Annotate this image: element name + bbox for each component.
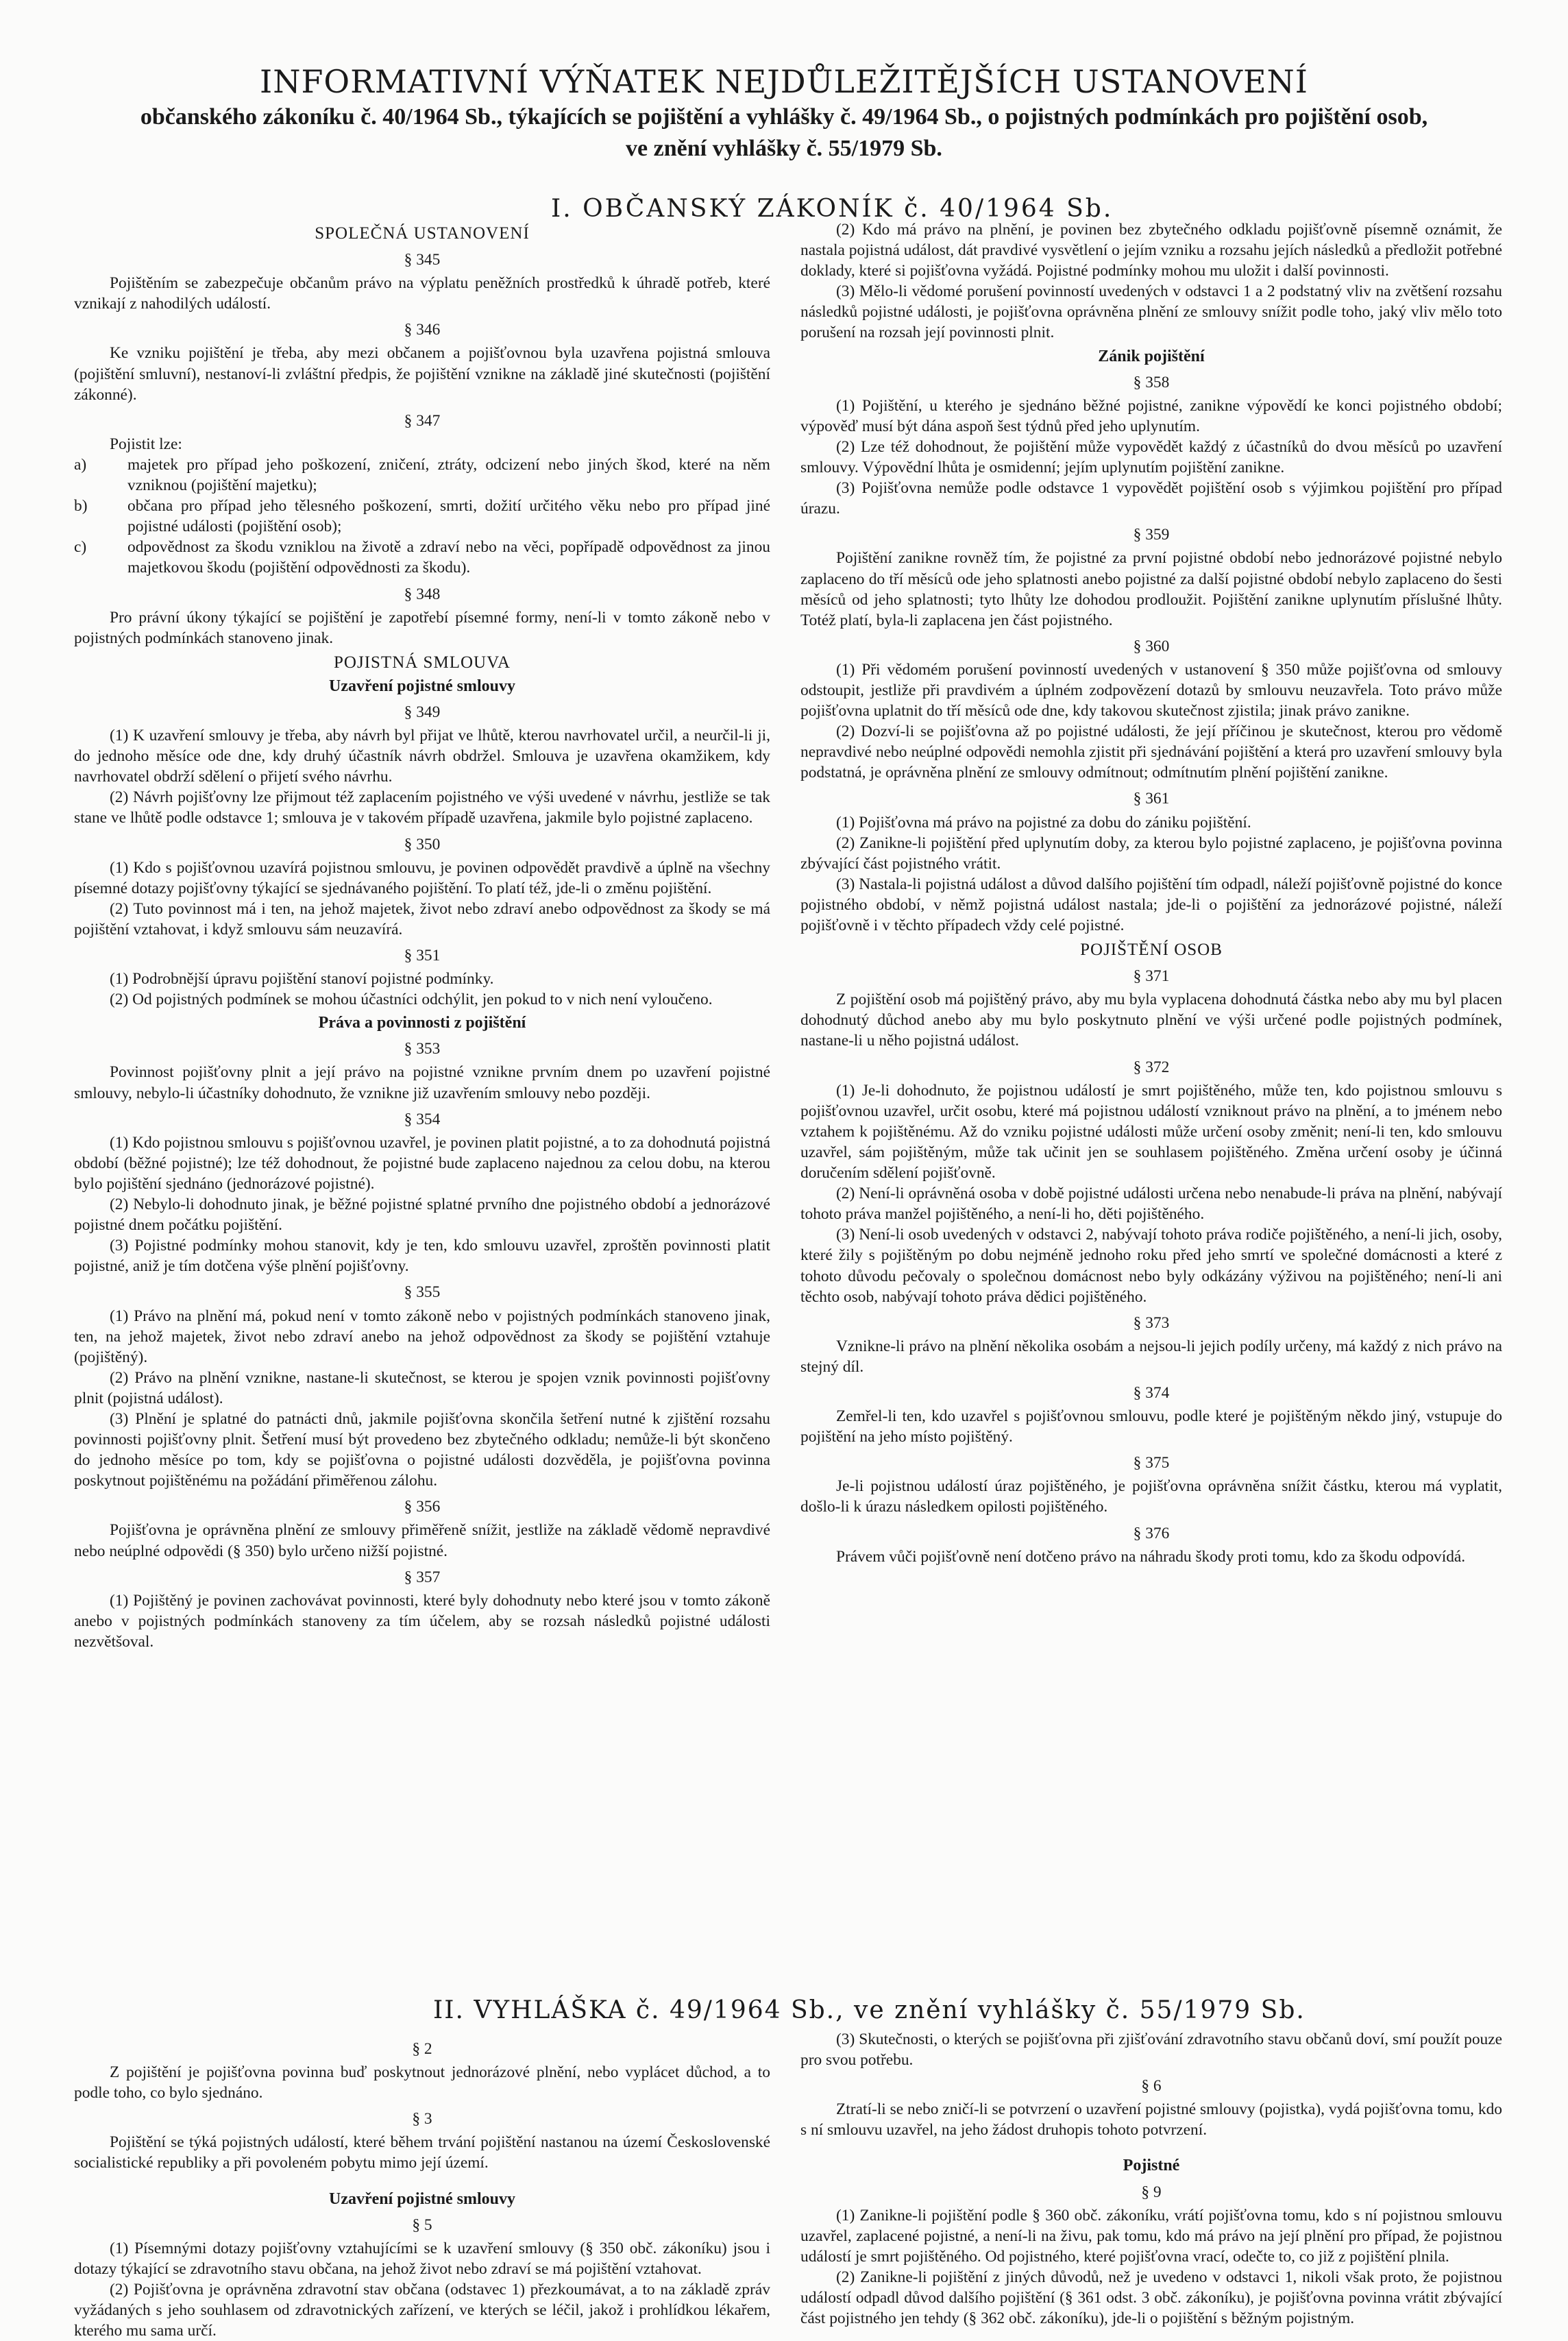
paragraph: (1) Je-li dohodnuto, že pojistnou událostí je smrt pojištěného, může ten, kdo pojistnou smlouvu s pojišťovnou uzavřel, určit osobu, které má pojistnou událostí vzniknout právo na plnění, a to jménem nebo vztahem k pojištěnému. Až do vzniku pojistné události může určení osoby změnit; není-li ten, kdo smlouvu uzavřel, sám pojištěným, může tak učinit jen se souhlasem pojištěného. Změna určení osoby je účinná doručením sdělení pojišťovně. (800, 1081, 1502, 1182)
column-right-part1 (800, 219, 1502, 1567)
paragraph-sign: § 356 (404, 1498, 441, 1516)
paragraph-sign: § 5 (412, 2216, 432, 2234)
column-left-part1 (74, 219, 770, 1652)
paragraph: Pojištěním se zabezpečuje občanům právo na výplatu peněžních prostředků k úhradě potřeb, které vznikají z nahodilých událostí. (74, 274, 770, 313)
paragraph: (1) Pojištěný je povinen zachovávat povinnosti, které byly dohodnuty nebo které jsou v tomto zákoně anebo v pojistných podmínkách stanoveny za tím účelem, aby se rozsah následků pojistné události nezvětšoval. (74, 1591, 770, 1651)
paragraph: Je-li pojistnou událostí úraz pojištěného, je pojišťovna oprávněna snížit částku, kterou má vyplatit, došlo-li k úrazu následkem opilosti pojištěného. (800, 1477, 1502, 1516)
paragraph-sign: § 345 (404, 251, 441, 269)
paragraph: (2) Pojišťovna je oprávněna zdravotní stav občana (odstavec 1) přezkoumávat, a to na základě zpráv vyžádaných s jeho souhlasem od zdravotnických zařízení, ve kterých se léčil, jakož i prohlídkou lékařem, kterého mu sama určí. (74, 2280, 770, 2340)
paragraph-sign: § 349 (404, 703, 441, 721)
paragraph: Pro právní úkony týkající se pojištění je zapotřebí písemné formy, není-li v tomto zákoně nebo v pojistných podmínkách stanoveno jinak. (74, 608, 770, 647)
paragraph: Zemřel-li ten, kdo uzavřel s pojišťovnou smlouvu, podle které je pojištěným někdo jiný, vstupuje do pojištění na jeho místo pojištěný. (800, 1407, 1502, 1446)
document-subtitle-line1: občanského zákoníku č. 40/1964 Sb., týkajících se pojištění a vyhlášky č. 49/1964 Sb., o pojistných podmínkách pro pojištění osob, (140, 104, 1428, 130)
paragraph: (3) Pojišťovna nemůže podle odstavce 1 vypovědět pojištění osob s výjimkou pojištění pro případ úrazu. (800, 479, 1502, 518)
paragraph-sign: § 347 (404, 411, 441, 430)
paragraph-sign: § 355 (404, 1283, 441, 1302)
paragraph-sign: § 350 (404, 835, 441, 853)
paragraph: Pojištění se týká pojistných událostí, které během trvání pojištění nastanou na území Československé socialistické republiky a při povoleném pobytu mimo její území. (74, 2133, 770, 2172)
column-right-part2 (800, 2029, 1502, 2329)
paragraph-sign: § 3 (412, 2110, 432, 2128)
paragraph: Povinnost pojišťovny plnit a její právo na pojistné vznikne prvním dnem po uzavření pojistné smlouvy, nebylo-li účastníky dohodnuto, že vznikne již uzavřením smlouvy nebo později. (74, 1063, 770, 1102)
list-marker: c) (74, 538, 87, 557)
paragraph: (1) Právo na plnění má, pokud není v tomto zákoně nebo v pojistných podmínkách stanoveno jinak, ten, na jehož majetek, život nebo zdraví anebo na jehož odpovědnost za škody se pojištění vztahuje (pojištěný). (74, 1307, 770, 1366)
paragraph: (2) Zanikne-li pojištění před uplynutím doby, za kterou bylo pojistné zaplaceno, je pojišťovna povinna zbývající část pojistného vrátit. (800, 834, 1502, 873)
paragraph-sign: § 354 (404, 1110, 441, 1128)
paragraph-sign: § 361 (1133, 790, 1170, 808)
paragraph: (2) Lze též dohodnout, že pojištění může vypovědět každý z účastníků do dvou měsíců po uzavření smlouvy. Výpovědní lhůta je osmidenní; jejím uplynutím pojištění zanikne. (800, 437, 1502, 477)
paragraph: (3) Nastala-li pojistná událost a důvod dalšího pojištění tím odpadl, náleží pojišťovně pojistné do konce pojistného období, v němž pojistná událost nastala; jde-li o pojištění za jednorázové pojistné, náleží pojišťovně i v těchto případech vždy celé pojistné. (800, 875, 1502, 934)
list-item (74, 537, 770, 578)
section-heading-vyhlaska: II. VYHLÁŠKA č. 49/1964 Sb., ve znění vyhlášky č. 55/1979 Sb. (433, 1996, 1306, 2024)
heading-pojisteni-osob: POJIŠTĚNÍ OSOB (1080, 941, 1223, 960)
list-item (74, 454, 770, 496)
subheading-prava: Práva a povinnosti z pojištění (318, 1014, 526, 1032)
paragraph-sign: § 357 (404, 1568, 441, 1586)
paragraph-sign: § 353 (404, 1040, 441, 1058)
paragraph: (3) Mělo-li vědomé porušení povinností uvedených v odstavci 1 a 2 podstatný vliv na zvětšení rozsahu následků pojistné události, je pojišťovna oprávněna plnění ze smlouvy snížit podle toho, jaký vliv mělo toto porušení na rozsah její povinnosti plnit. (800, 282, 1502, 342)
paragraph: (1) Kdo pojistnou smlouvu s pojišťovnou uzavřel, je povinen platit pojistné, a to za dohodnutá pojistná období (běžné pojistné); lze též dohodnout, že pojistné bude zaplaceno najednou za celou dobu, na kterou bylo pojištění sjednáno (jednorázové pojistné). (74, 1133, 770, 1193)
paragraph: Z pojištění osob má pojištěný právo, aby mu byla vyplacena dohodnutá částka nebo aby mu byl placen dohodnutý důchod anebo aby mu bylo poskytnuto plnění ve výši určené podle pojistných podmínek, nastane-li u něho pojistná událost. (800, 991, 1502, 1050)
paragraph: (2) Dozví-li se pojišťovna až po pojistné události, že její příčinou je skutečnost, kterou pro vědomě nepravdivé nebo neúplné odpovědi nemohla zjistit při sjednávání pojištění a která pro uzavření smlouvy byla podstatná, je oprávněna plnění ze smlouvy odmítnout; odmítnutím plnění pojištění zanikne. (800, 723, 1502, 782)
paragraph: (2) Nebylo-li dohodnuto jinak, je běžné pojistné splatné prvního dne pojistného období a jednorázové pojistné dnem počátku pojištění. (74, 1196, 770, 1235)
list-marker: a) (74, 455, 87, 474)
paragraph: Z pojištění je pojišťovna povinna buď poskytnout jednorázové plnění, nebo vyplácet důchod, a to podle toho, co bylo sjednáno. (74, 2063, 770, 2102)
paragraph-sign: § 351 (404, 947, 441, 965)
paragraph: Vznikne-li právo na plnění několika osobám a nejsou-li jejich podíly určeny, má každý z nich právo na stejný díl. (800, 1337, 1502, 1376)
paragraph-sign: § 374 (1133, 1383, 1170, 1402)
document-title: INFORMATIVNÍ VÝŇATEK NEJDŮLEŽITĚJŠÍCH USTANOVENÍ (260, 63, 1308, 100)
column-left-part2 (74, 2033, 770, 2341)
paragraph: (2) Zanikne-li pojištění z jiných důvodů, než je uvedeno v odstavci 1, nikoli však proto, že pojistnou událostí odpadl důvod dalšího pojištění (§ 361 odst. 3 obč. zákoníku), je pojišťovna povinna vrátit zbývající část pojistného jen tehdy (§ 362 obč. zákoníku), jde-li o pojištění s běžným pojistným. (800, 2268, 1502, 2328)
paragraph-sign: § 359 (1133, 526, 1170, 544)
subheading-pojistne: Pojistné (1123, 2157, 1180, 2175)
paragraph-sign: § 9 (1141, 2183, 1162, 2201)
document-subtitle-line2: ve znění vyhlášky č. 55/1979 Sb. (626, 136, 942, 161)
paragraph-sign: § 375 (1133, 1454, 1170, 1472)
paragraph: (2) Tuto povinnost má i ten, na jehož majetek, život nebo zdraví anebo odpovědnost za škody se má pojištění vztahovat, i když smlouvu sám neuzavírá. (74, 899, 770, 938)
paragraph-sign: § 372 (1133, 1058, 1170, 1076)
paragraph: (3) Není-li osob uvedených v odstavci 2, nabývají tohoto práva rodiče pojištěného, a není-li jich, osoby, které žily s pojištěným po dobu nejméně jednoho roku před jeho smrtí ve společné domácnosti a které z tohoto důvodu pečovaly o společnou domácnost nebo byly odkázány výživou na pojištěného; není-li ani těchto osob, nabývají tohoto práva dědici pojištěného. (800, 1226, 1502, 1306)
heading-pojistna-smlouva: POJISTNÁ SMLOUVA (334, 653, 511, 672)
list-item-text: občana pro případ jeho tělesného poškození, smrti, dožití určitého věku nebo pro případ jiné pojistné události (pojištění osob); (127, 497, 770, 536)
subheading-uzavreni-2: Uzavření pojistné smlouvy (329, 2190, 515, 2208)
paragraph: (1) Při vědomém porušení povinností uvedených v ustanovení § 350 může pojišťovna od smlouvy odstoupit, jestliže při pravdivém a úplném zodpovězení dotazů by smlouvu neuzavřela. Toto právo může pojišťovna uplatnit do tří měsíců ode dne, kdy takovou skutečnost zjistila; jinak právo zanikne. (800, 660, 1502, 720)
paragraph: Ke vzniku pojištění je třeba, aby mezi občanem a pojišťovnou byla uzavřena pojistná smlouva (pojištění smluvní), nestanoví-li zvláštní předpis, že pojištění vznikne na základě jiné skutečnosti (pojištění zákonné). (74, 344, 770, 404)
paragraph-sign: § 360 (1133, 637, 1170, 655)
paragraph: (2) Není-li oprávněná osoba v době pojistné události určena nebo nenabude-li práva na plnění, nabývají tohoto práva manžel pojištěného, a není-li ho, děti pojištěného. (800, 1185, 1502, 1224)
paragraph-sign: § 6 (1141, 2077, 1162, 2096)
paragraph: (2) Právo na plnění vznikne, nastane-li skutečnost, se kterou je spojen vznik povinnosti pojišťovny plnit (pojistná událost). (74, 1368, 770, 1407)
paragraph: (1) Písemnými dotazy pojišťovny vztahujícími se k uzavření smlouvy (§ 350 obč. zákoníku) jsou i dotazy týkající se zdravotního stavu občana, na jehož život nebo zdraví se má pojištění vztahovat. (74, 2239, 770, 2278)
list-item-text: majetek pro případ jeho poškození, zničení, ztráty, odcizení nebo jiných škod, které na něm vzniknou (pojištění majetku); (127, 455, 770, 495)
paragraph: Ztratí-li se nebo zničí-li se potvrzení o uzavření pojistné smlouvy (pojistka), vydá pojišťovna tomu, kdo s ní smlouvu uzavřel, na jeho žádost druhopis tohoto potvrzení. (800, 2100, 1502, 2139)
paragraph: (1) Podrobnější úpravu pojištění stanoví pojistné podmínky. (110, 970, 494, 988)
list-item (74, 496, 770, 537)
list-marker: b) (74, 497, 88, 515)
paragraph-sign: § 358 (1133, 373, 1170, 391)
paragraph: (1) K uzavření smlouvy je třeba, aby návrh byl přijat ve lhůtě, kterou navrhovatel určil, a neurčil-li ji, do jednoho měsíce ode dne, kdy druhý účastník návrh obdržel. Smlouva je uzavřena okamžikem, kdy navrhovatel obdrží sdělení o přijetí svého návrhu. (74, 727, 770, 786)
section-heading-civil-code: I. OBČANSKÝ ZÁKONÍK č. 40/1964 Sb. (551, 195, 1114, 223)
subheading-uzavreni: Uzavření pojistné smlouvy (329, 677, 515, 695)
paragraph: (1) Zanikne-li pojištění podle § 360 obč. zákoníku, vrátí pojišťovna tomu, kdo s ní pojistnou smlouvu uzavřel, zaplacené pojistné, a není-li na živu, pak tomu, kdo má právo na její plnění pro případ, že pojistnou událostí je smrt pojištěného. Od pojistného, které pojišťovna vrací, odečte to, co již z pojištění plnila. (800, 2206, 1502, 2266)
paragraph: (1) Pojišťovna má právo na pojistné za dobu do zániku pojištění. (836, 813, 1251, 832)
paragraph: (3) Pojistné podmínky mohou stanovit, kdy je ten, kdo smlouvu uzavřel, zproštěn povinnosti platit pojistné, aniž je tím dotčena výše plnění pojišťovny. (74, 1237, 770, 1276)
paragraph: (2) Kdo má právo na plnění, je povinen bez zbytečného odkladu pojišťovně písemně oznámit, že nastala pojistná událost, dát pravdivé vysvětlení o jejím vzniku a rozsahu jejích následků a předložit potřebné doklady, které si pojišťovna vyžádá. Pojistné podmínky mohou mu uložit i další povinnosti. (800, 221, 1502, 280)
paragraph: Pojistit lze: (110, 435, 182, 453)
paragraph-sign: § 371 (1133, 967, 1170, 986)
paragraph: (2) Návrh pojišťovny lze přijmout též zaplacením pojistného ve výši uvedené v návrhu, jestliže se tak stane ve lhůtě podle odstavce 1; smlouva je v takovém případě uzavřena, jakmile bylo pojistné zaplaceno. (74, 788, 770, 827)
paragraph-sign: § 373 (1133, 1313, 1170, 1332)
paragraph: Právem vůči pojišťovně není dotčeno právo na náhradu škody proti tomu, kdo za škodu odpovídá. (836, 1547, 1466, 1566)
paragraph: (1) Pojištění, u kterého je sjednáno běžné pojistné, zanikne výpovědí ke konci pojistného období; výpověď musí být dána aspoň šest týdnů před jeho uplynutím. (800, 396, 1502, 435)
subheading-zanik: Zánik pojištění (1098, 347, 1205, 365)
paragraph-sign: § 348 (404, 585, 441, 603)
paragraph-sign: § 2 (412, 2040, 432, 2058)
paragraph: (1) Kdo s pojišťovnou uzavírá pojistnou smlouvu, je povinen odpovědět pravdivě a úplně na všechny písemné dotazy pojišťovny týkající se sjednávaného pojištění. To platí též, jde-li o změnu pojištění. (74, 858, 770, 897)
paragraph-sign: § 376 (1133, 1524, 1170, 1542)
paragraph: Pojišťovna je oprávněna plnění ze smlouvy přiměřeně snížit, jestliže na základě vědomě nepravdivé nebo neúplné odpovědi (§ 350) bylo určeno nižší pojistné. (74, 1521, 770, 1560)
paragraph: (2) Od pojistných podmínek se mohou účastníci odchýlit, jen pokud to v nich není vyloučeno. (110, 991, 713, 1009)
paragraph-sign: § 346 (404, 321, 441, 339)
paragraph: Pojištění zanikne rovněž tím, že pojistné za první pojistné období nebo jednorázové pojistné nebylo zaplaceno do tří měsíců ode jeho splatnosti anebo pojistné za další pojistné období nebylo zaplaceno do šesti měsíců od jeho splatnosti; tyto lhůty lze dohodou prodloužit. Pojištění zanikne uplynutím příslušné lhůty. Totéž platí, byla-li zaplacena jen část pojistného. (800, 549, 1502, 629)
heading-spolecna: SPOLEČNÁ USTANOVENÍ (315, 224, 530, 243)
paragraph: (3) Plnění je splatné do patnácti dnů, jakmile pojišťovna skončila šetření nutné k zjištění rozsahu povinnosti pojišťovny plnit. Šetření musí být provedeno bez zbytečného odkladu; nemůže-li být skončeno do jednoho měsíce po tom, kdy se pojišťovna o pojistné události dozvěděla, je pojišťovna povinna poskytnout pojištěnému na požádání přiměřenou zálohu. (74, 1409, 770, 1490)
paragraph: (3) Skutečnosti, o kterých se pojišťovna při zjišťování zdravotního stavu občanů doví, smí použít pouze pro svou potřebu. (800, 2030, 1502, 2070)
list-item-text: odpovědnost za škodu vzniklou na životě a zdraví nebo na věci, popřípadě odpovědnost za jinou majetkovou škodu (pojištění odpovědnosti za škodu). (127, 538, 770, 577)
